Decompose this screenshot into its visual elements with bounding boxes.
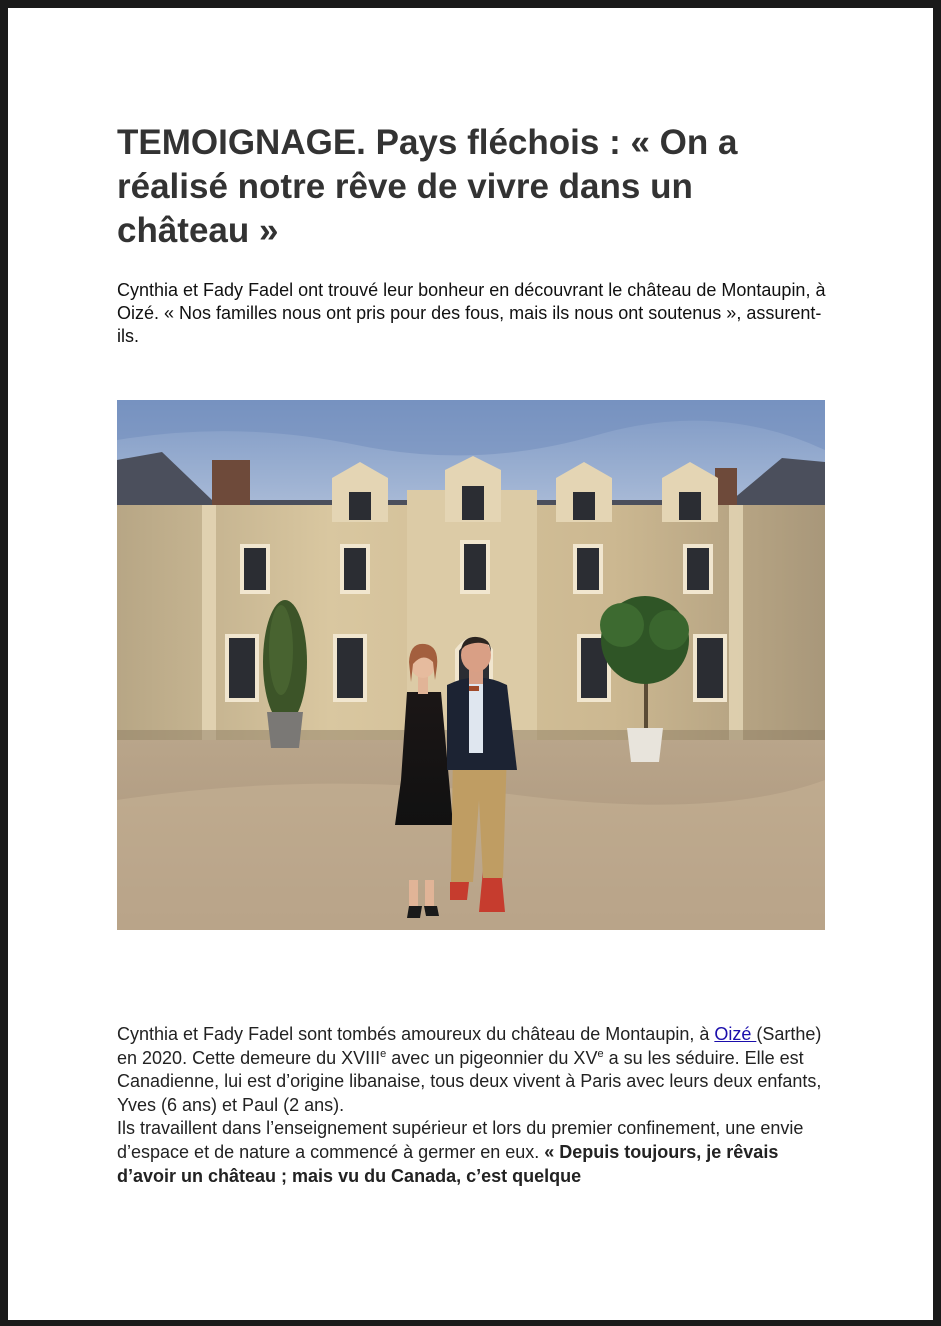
body-text-4: a su les séduire. Elle est Canadienne, lui est d’origine libanaise, tous deux vivent à Paris avec leurs deux enfants, Yves (6 ans) et Paul (2 ans). xyxy=(117,1047,822,1115)
oize-link[interactable]: Oizé xyxy=(714,1024,757,1044)
quote-bold: « Depuis toujours, je rêvais d’avoir un château ; mais vu du Canada, c’est quelque xyxy=(117,1141,779,1186)
article-lead: Cynthia et Fady Fadel ont trouvé leur bonheur en découvrant le château de Montaupin, à Oizé. « Nos familles nous ont pris pour des fous, mais ils nous ont soutenus », assurent-ils. xyxy=(117,280,826,346)
body-text-3: avec un pigeonnier du XV xyxy=(386,1047,598,1068)
document-page xyxy=(8,8,933,1320)
body-text-5: Ils travaillent dans l’enseignement supérieur et lors du premier confinement, une envie d’espace et de nature a commencé à germer en eux. xyxy=(117,1118,804,1162)
article-title: TEMOIGNAGE. Pays fléchois : « On a réalisé notre rêve de vivre dans un château » xyxy=(117,123,738,250)
body-text-2: (Sarthe) en 2020. Cette demeure du XVIII xyxy=(117,1024,822,1068)
superscript-e: e xyxy=(597,1047,604,1060)
article-body xyxy=(117,1023,833,1188)
body-text-1: Cynthia et Fady Fadel sont tombés amoureux du château de Montaupin, à xyxy=(117,1024,715,1044)
article-photo xyxy=(117,400,825,930)
superscript-e: e xyxy=(380,1047,387,1060)
